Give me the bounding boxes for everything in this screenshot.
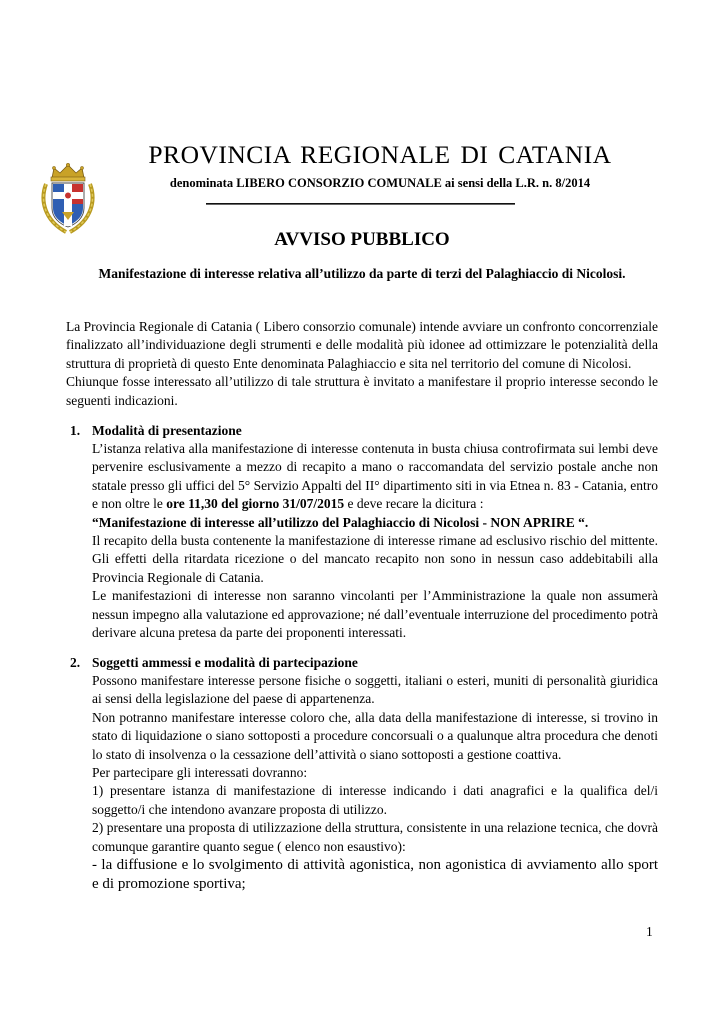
province-coat-of-arms [40, 160, 96, 236]
section-1-body [92, 440, 658, 642]
section-2-paragraph-6: - la diffusione e lo svolgimento di attività agonistica, non agonistica di avviamento allo sport e di promozione sportiva; [92, 857, 658, 893]
section-2-number: 2. [70, 655, 81, 670]
intro-text: La Provincia Regionale di Catania ( Libero consorzio comunale) intende avviare un confronto concorrenziale finalizzato all’individuazione degli strumenti e delle modalità più idonee ad ottimizzare le potenzialità della struttura di proprietà di questo Ente denominata Palaghiaccio e sita nel territorio del comune di Nicolosi. [66, 319, 658, 371]
header-divider [206, 203, 515, 205]
section-2-paragraph-3: Per partecipare gli interessati dovranno: [92, 765, 308, 781]
page-number: 1 [646, 924, 653, 939]
section-2-body [92, 672, 658, 894]
envelope-label-text: “Manifestazione di interesse all’utilizzo del Palaghiaccio di Nicolosi - NON APRIRE “. [92, 514, 589, 530]
intro-paragraph [66, 318, 658, 410]
intro-text-2: Chiunque fosse interessato all’utilizzo di tale struttura è invitato a manifestare il proprio interesse secondo le seguenti indicazioni. [66, 374, 658, 408]
section-1-paragraph-2: Il recapito della busta contenente la manifestazione di interesse rimane ad esclusivo rischio del mittente. Gli effetti della ritardata ricezione o del mancato recapito non sono in nessun caso addebitabili alla Provincia Regionale di Catania. [92, 533, 658, 585]
section-2-heading: Soggetti ammessi e modalità di partecipazione [92, 655, 358, 670]
deadline-text: ore 11,30 del giorno 31/07/2015 [166, 496, 345, 512]
header-subtitle: denominata LIBERO CONSORZIO COMUNALE ai sensi della L.R. n. 8/2014 [169, 176, 591, 190]
notice-title: AVVISO PUBBLICO [274, 229, 450, 250]
section-2-paragraph-4: 1) presentare istanza di manifestazione di interesse indicando i dati anagrafici e la qualifica del/i soggetto/i che intendono avanzare proposta di utilizzo. [92, 783, 658, 817]
header-title: PROVINCIA REGIONALE DI CATANIA [148, 140, 612, 169]
section-2-paragraph-1: Possono manifestare interesse persone fisiche o soggetti, italiani o esteri, muniti di personalità giuridica ai sensi della legislazione del paese di appartenenza. [92, 673, 658, 707]
section-1-text-b: e deve recare la dicitura : [344, 496, 484, 512]
section-2-paragraph-5: 2) presentare una proposta di utilizzazione della struttura, consistente in una relazione tecnica, che dovrà comunque garantire quanto segue ( elenco non esaustivo): [92, 820, 658, 854]
section-1-number: 1. [70, 423, 81, 438]
section-1-heading: Modalità di presentazione [92, 423, 242, 438]
notice-subject: Manifestazione di interesse relativa all’utilizzo da parte di terzi del Palaghiaccio di Nicolosi. [98, 266, 626, 281]
section-2-paragraph-2: Non potranno manifestare interesse coloro che, alla data della manifestazione di interesse, si trovino in stato di liquidazione o siano sottoposti a procedure concorsuali o a qualunque altra procedura che denoti lo stato di insolvenza o la cessazione dell’attività o siano sottoposti a gestione coattiva. [92, 709, 658, 762]
section-1-paragraph-3: Le manifestazioni di interesse non saranno vincolanti per l’Amministrazione la quale non assumerà nessun impegno alla valutazione ed approvazione; né dall’eventuale interruzione del procedimento potrà derivare alcuna pretesa da parte dei proponenti interessati. [92, 588, 658, 641]
section-1-text-a: L’istanza relativa alla manifestazione di interesse contenuta in busta chiusa controfirmata sui lembi deve pervenire esclusivamente a mezzo di recapito a mano o raccomandata del servizio postale anche non statale presso gli uffici del 5° Servizio Appalti del II° dipartimento siti in via Etnea n. 83 - Catania, entro e non oltre le [92, 441, 658, 512]
